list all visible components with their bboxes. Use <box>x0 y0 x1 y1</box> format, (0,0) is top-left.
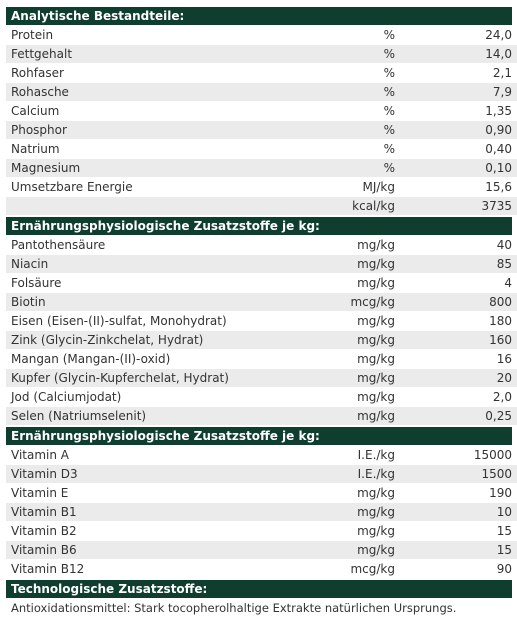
row-value: 180 <box>395 312 517 330</box>
row-unit: MJ/kg <box>311 178 395 196</box>
row-name: Protein <box>6 26 311 44</box>
table-row <box>6 407 517 425</box>
table-row <box>6 159 517 177</box>
row-value: 15,6 <box>395 178 517 196</box>
row-value: 15 <box>395 541 517 559</box>
nutritional-additives-table <box>6 235 517 426</box>
row-name: Kupfer (Glycin-Kupferchelat, Hydrat) <box>6 369 311 387</box>
row-value: 90 <box>395 560 517 578</box>
nutrition-facts <box>6 6 512 617</box>
analytical-table <box>6 25 517 216</box>
table-row <box>6 236 517 254</box>
row-unit: % <box>311 83 395 101</box>
row-unit: mcg/kg <box>311 560 395 578</box>
table-row <box>6 541 517 559</box>
row-value: 7,9 <box>395 83 517 101</box>
row-unit: mg/kg <box>311 503 395 521</box>
row-value: 14,0 <box>395 45 517 63</box>
technological-additives-text: Antioxidationsmittel: Stark tocopherolhaltige Extrakte natürlichen Ursprungs. <box>11 601 457 615</box>
row-name: Eisen (Eisen-(II)-sulfat, Monohydrat) <box>6 312 311 330</box>
row-unit: mg/kg <box>311 350 395 368</box>
row-unit: I.E./kg <box>311 446 395 464</box>
row-name: Vitamin D3 <box>6 465 311 483</box>
row-value: 10 <box>395 503 517 521</box>
table-row <box>6 503 517 521</box>
row-name: Umsetzbare Energie <box>6 178 311 196</box>
row-value: 0,10 <box>395 159 517 177</box>
row-value: 15 <box>395 522 517 540</box>
row-unit: mg/kg <box>311 522 395 540</box>
table-row <box>6 255 517 273</box>
table-row <box>6 465 517 483</box>
row-name: Rohasche <box>6 83 311 101</box>
row-name: Phosphor <box>6 121 311 139</box>
table-row <box>6 484 517 502</box>
row-unit: kcal/kg <box>311 197 395 215</box>
section-header-analytical: Analytische Bestandteile: <box>6 7 512 25</box>
row-unit: mcg/kg <box>311 293 395 311</box>
row-name: Zink (Glycin-Zinkchelat, Hydrat) <box>6 331 311 349</box>
table-row <box>6 26 517 44</box>
row-value: 0,25 <box>395 407 517 425</box>
row-unit: mg/kg <box>311 388 395 406</box>
table-row <box>6 102 517 120</box>
row-value: 85 <box>395 255 517 273</box>
section-header-technological: Technologische Zusatzstoffe: <box>6 580 512 598</box>
row-value: 40 <box>395 236 517 254</box>
row-unit: % <box>311 102 395 120</box>
row-name: Pantothensäure <box>6 236 311 254</box>
row-unit: mg/kg <box>311 541 395 559</box>
table-row <box>6 388 517 406</box>
row-name: Magnesium <box>6 159 311 177</box>
row-value: 2,0 <box>395 388 517 406</box>
table-row <box>6 140 517 158</box>
row-name: Niacin <box>6 255 311 273</box>
row-value: 1500 <box>395 465 517 483</box>
row-name <box>6 197 311 215</box>
row-unit: % <box>311 159 395 177</box>
row-value: 24,0 <box>395 26 517 44</box>
row-value: 15000 <box>395 446 517 464</box>
row-unit: mg/kg <box>311 407 395 425</box>
table-row <box>6 350 517 368</box>
row-value: 190 <box>395 484 517 502</box>
row-unit: % <box>311 45 395 63</box>
row-name: Vitamin E <box>6 484 311 502</box>
row-name: Vitamin B1 <box>6 503 311 521</box>
row-unit: I.E./kg <box>311 465 395 483</box>
table-row <box>6 45 517 63</box>
table-row <box>6 83 517 101</box>
row-unit: % <box>311 26 395 44</box>
table-row <box>6 121 517 139</box>
table-row <box>6 64 517 82</box>
section-header-nutritional-additives: Ernährungsphysiologische Zusatzstoffe je kg: <box>6 217 512 235</box>
row-value: 3735 <box>395 197 517 215</box>
table-row <box>6 312 517 330</box>
table-row <box>6 369 517 387</box>
section-header-vitamins: Ernährungsphysiologische Zusatzstoffe je kg: <box>6 427 512 445</box>
row-unit: % <box>311 121 395 139</box>
table-row <box>6 560 517 578</box>
row-unit: % <box>311 140 395 158</box>
row-value: 160 <box>395 331 517 349</box>
row-name: Vitamin B2 <box>6 522 311 540</box>
table-row <box>6 331 517 349</box>
row-value: 1,35 <box>395 102 517 120</box>
row-unit: mg/kg <box>311 255 395 273</box>
table-row <box>6 274 517 292</box>
table-row <box>6 522 517 540</box>
row-value: 0,40 <box>395 140 517 158</box>
row-name: Fettgehalt <box>6 45 311 63</box>
row-name: Jod (Calciumjodat) <box>6 388 311 406</box>
row-name: Vitamin B6 <box>6 541 311 559</box>
row-unit: mg/kg <box>311 369 395 387</box>
row-name: Natrium <box>6 140 311 158</box>
table-row <box>6 178 517 196</box>
row-unit: mg/kg <box>311 331 395 349</box>
row-unit: mg/kg <box>311 484 395 502</box>
row-name: Vitamin B12 <box>6 560 311 578</box>
row-value: 20 <box>395 369 517 387</box>
row-value: 4 <box>395 274 517 292</box>
row-value: 0,90 <box>395 121 517 139</box>
table-row <box>6 197 517 215</box>
table-row <box>6 446 517 464</box>
row-name: Rohfaser <box>6 64 311 82</box>
row-name: Vitamin A <box>6 446 311 464</box>
row-name: Calcium <box>6 102 311 120</box>
row-unit: mg/kg <box>311 274 395 292</box>
row-value: 2,1 <box>395 64 517 82</box>
row-name: Biotin <box>6 293 311 311</box>
row-name: Folsäure <box>6 274 311 292</box>
table-row <box>6 293 517 311</box>
row-unit: mg/kg <box>311 312 395 330</box>
row-name: Selen (Natriumselenit) <box>6 407 311 425</box>
vitamins-table <box>6 445 517 579</box>
row-unit: % <box>311 64 395 82</box>
row-value: 16 <box>395 350 517 368</box>
row-value: 800 <box>395 293 517 311</box>
row-unit: mg/kg <box>311 236 395 254</box>
row-name: Mangan (Mangan-(II)-oxid) <box>6 350 311 368</box>
